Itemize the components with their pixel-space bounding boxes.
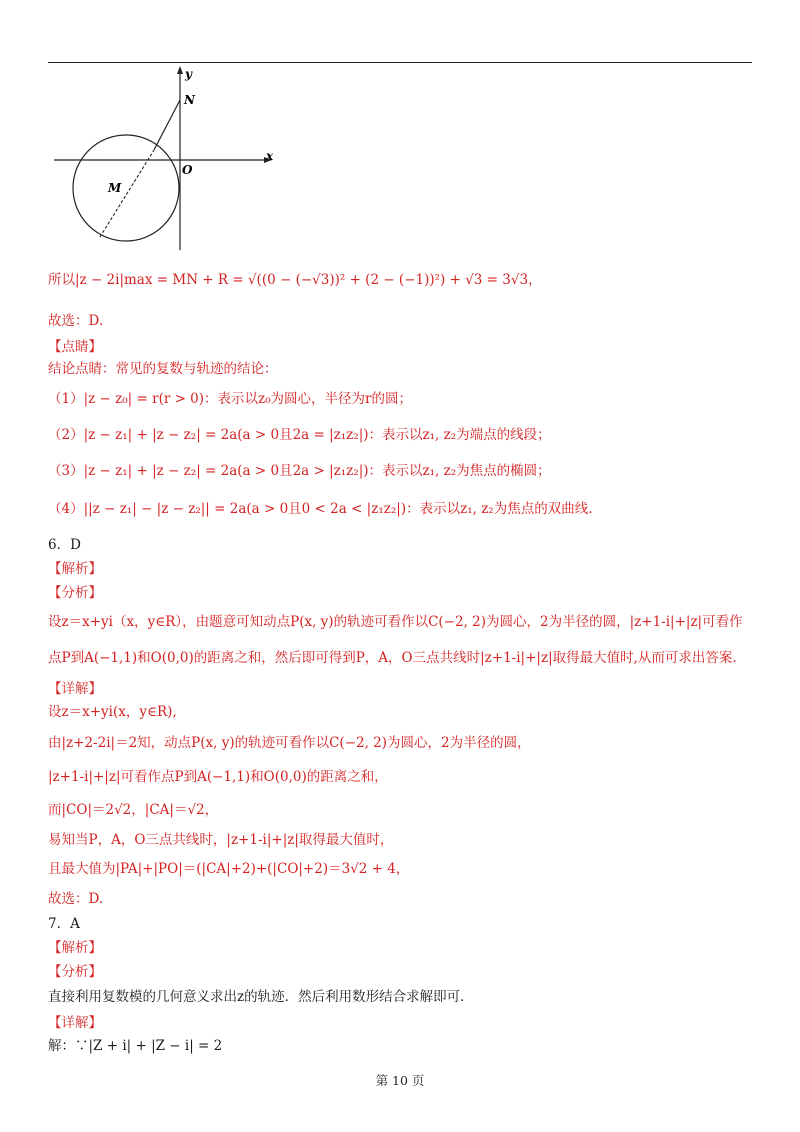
text-line: 解：∵|Z + i| + |Z − i| = 2 xyxy=(48,1038,223,1054)
line-to-n xyxy=(154,100,180,150)
text-line: |z+1-i|+|z|可看作点P到A(−1,1)和O(0,0)的距离之和， xyxy=(48,769,388,785)
label-o: O xyxy=(182,163,193,177)
text-line: 【解析】 xyxy=(48,940,102,956)
label-n: N xyxy=(184,93,195,107)
text-line: 由|z+2-2i|＝2知，动点P(x, y)的轨迹可看作以C(−2, 2)为圆心，2为半径的圆， xyxy=(48,735,531,751)
text-line: 而|CO|＝2√2，|CA|＝√2， xyxy=(48,802,219,818)
text-line: 结论点睛：常见的复数与轨迹的结论： xyxy=(48,361,278,377)
text-line: （3）|z − z₁| + |z − z₂| = 2a(a > 0且2a > |z₁z₂|)：表示以z₁, z₂为焦点的椭圆； xyxy=(48,463,551,479)
circle xyxy=(73,135,179,241)
text-line: 所以|z − 2i|max = MN + R = √((0 − (−√3))² + (2 − (−1))²) + √3 = 3√3， xyxy=(48,272,542,288)
text-line: 易知当P，A，O三点共线时，|z+1-i|+|z|取得最大值时， xyxy=(48,832,394,848)
text-line: 故选：D. xyxy=(48,891,104,907)
page-number: 第 10 页 xyxy=(375,1073,425,1088)
text-line: （2）|z − z₁| + |z − z₂| = 2a(a > 0且2a = |z₁z₂|)：表示以z₁, z₂为端点的线段； xyxy=(48,427,551,443)
text-line: 6．D xyxy=(48,537,81,553)
label-x: x xyxy=(266,149,274,163)
text-line: 【解析】 xyxy=(48,561,102,577)
label-m: M xyxy=(108,181,122,195)
y-axis-arrow xyxy=(177,66,183,74)
text-line: （4）||z − z₁| − |z − z₂|| = 2a(a > 0且0 < 2a < |z₁z₂|)：表示以z₁, z₂为焦点的双曲线. xyxy=(48,501,593,517)
text-line: 【分析】 xyxy=(48,585,102,601)
text-line: 【详解】 xyxy=(48,1015,102,1031)
text-line: 直接利用复数模的几何意义求出z的轨迹．然后利用数形结合求解即可． xyxy=(48,989,474,1005)
text-line: 故选：D. xyxy=(48,313,104,329)
label-y: y xyxy=(185,67,192,81)
circle-figure xyxy=(48,64,288,254)
text-line: 7．A xyxy=(48,916,80,932)
text-line: 点P到A(−1,1)和O(0,0)的距离之和，然后即可得到P，A，O三点共线时|z+1-i|+|z|取得最大值时,从而可求出答案. xyxy=(48,650,737,666)
text-line: 【点睛】 xyxy=(48,339,102,355)
text-line: 设z＝x+yi(x，y∈R), xyxy=(48,704,177,720)
text-line: 且最大值为|PA|+|PO|＝(|CA|+2)+(|CO|+2)＝3√2 + 4， xyxy=(48,861,410,877)
text-line: （1）|z − z₀| = r(r > 0)：表示以z₀为圆心，半径为r的圆； xyxy=(48,391,413,407)
text-line: 设z＝x+yi（x，y∈R），由题意可知动点P(x, y)的轨迹可看作以C(−2, 2)为圆心，2为半径的圆，|z+1-i|+|z|可看作 xyxy=(48,614,743,630)
text-line: 【详解】 xyxy=(48,681,102,697)
header-rule xyxy=(48,62,752,63)
text-line: 【分析】 xyxy=(48,964,102,980)
